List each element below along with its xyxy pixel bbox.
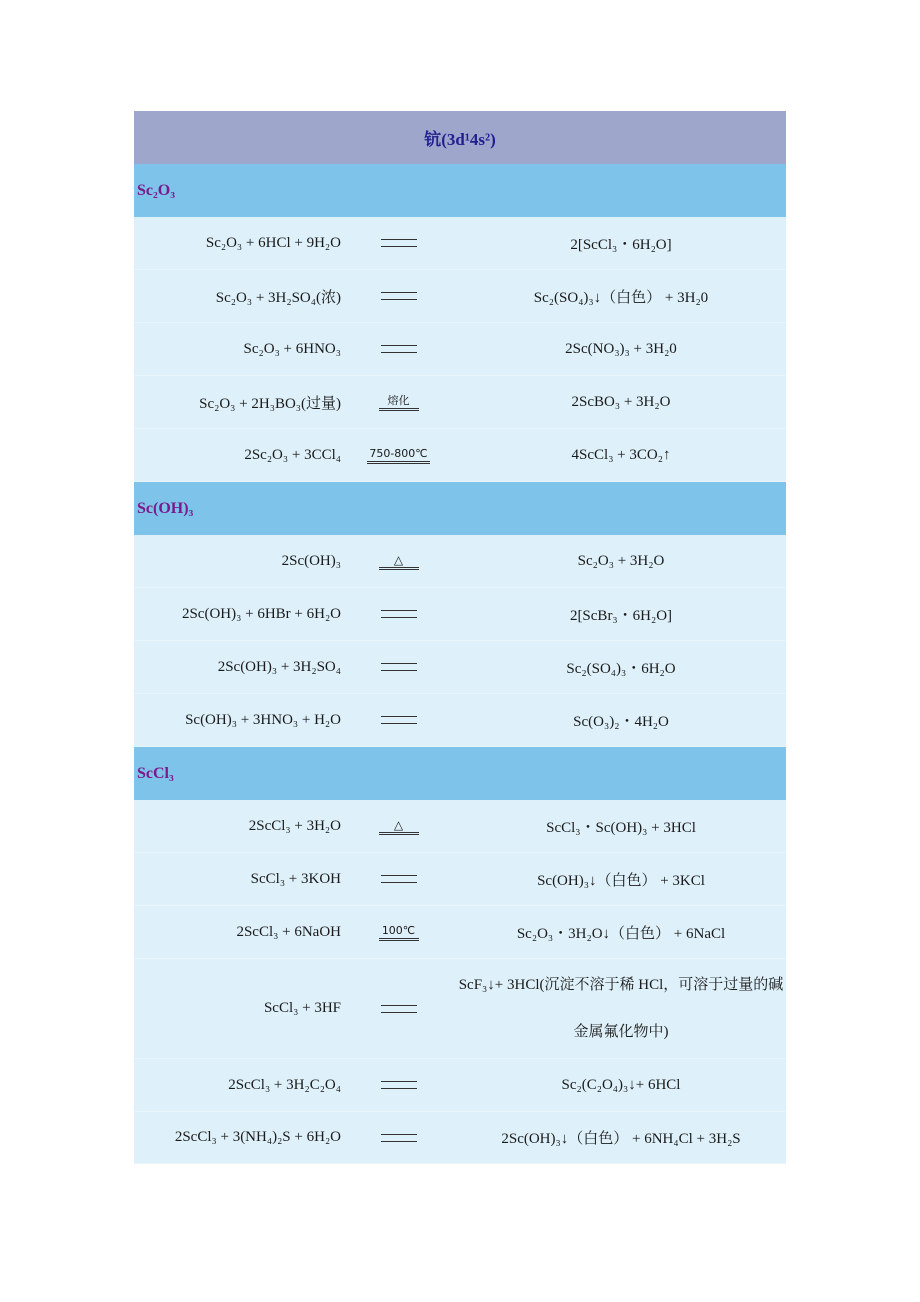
equals-sign [341, 1005, 456, 1013]
products: Sc₂(C₂O₄)₃↓+ 6HCl [561, 1076, 681, 1093]
products: 2[ScBr₃・6H₂O] [569, 607, 673, 624]
reaction-row [134, 588, 786, 641]
reactants: ScCl₃ + 3HF [263, 1000, 341, 1016]
reaction-row [134, 906, 786, 959]
reactants: Sc₂O₃ + 3H₂SO₄(浓) [215, 289, 341, 306]
reaction-row [134, 641, 786, 694]
products: Sc₂O₃ + 3H₂O [577, 552, 665, 569]
equals-sign [341, 1081, 456, 1089]
products: Sc₂(SO₄)₃↓（白色） + 3H₂0 [533, 289, 709, 306]
reaction-condition: 100℃ [379, 924, 419, 941]
reactants: 2Sc(OH)₃ [281, 552, 341, 569]
reactants: 2ScCl₃ + 6NaOH [236, 923, 341, 940]
reaction-row [134, 323, 786, 376]
products: 2Sc(OH)₃↓（白色） + 6NH₄Cl + 3H₂S [501, 1131, 741, 1147]
equals-sign [341, 716, 456, 724]
products: Sc(OH)₃↓（白色） + 3KCl [537, 872, 705, 889]
products: Sc₂(SO₄)₃・6H₂O [566, 660, 676, 677]
reactants: Sc(OH)₃ + 3HNO₃ + H₂O [185, 711, 341, 728]
reactants: 2ScCl₃ + 3(NH₄)₂S + 6H₂O [174, 1129, 341, 1145]
equals-sign [341, 663, 456, 671]
products: Sc(O₃)₂・4H₂O [573, 713, 669, 730]
reaction-table [134, 111, 786, 1164]
heat-symbol: △ [379, 818, 419, 835]
table-title: 钪(3d¹4s²) [134, 111, 786, 164]
section-heading-sccl3: ScCl₃ [134, 747, 786, 800]
equals-sign [341, 875, 456, 883]
products: Sc₂O₃・3H₂O↓（白色） + 6NaCl [516, 925, 726, 942]
reaction-condition: 750-800℃ [367, 447, 429, 464]
reactants: Sc₂O₃ + 6HCl + 9H₂O [205, 234, 341, 251]
products: 2[ScCl₃・6H₂O] [570, 236, 672, 253]
reactants: 2Sc(OH)₃ + 3H₂SO₄ [217, 658, 341, 675]
reaction-row [134, 694, 786, 747]
equals-sign [341, 292, 456, 300]
reactants: 2Sc₂O₃ + 3CCl₄ [244, 446, 341, 463]
reaction-row [134, 217, 786, 270]
reaction-row [134, 535, 786, 588]
products: 2ScBO₃ + 3H₂O [571, 393, 671, 410]
products: ScF₃↓+ 3HCl(沉淀不溶于稀 HCl，可溶于过量的碱金属氟化物中) [458, 976, 784, 1040]
products: ScCl₃・Sc(OH)₃ + 3HCl [546, 819, 696, 836]
reaction-row [134, 270, 786, 323]
reactants: 2Sc(OH)₃ + 6HBr + 6H₂O [181, 605, 341, 622]
reaction-row [134, 959, 786, 1059]
products: 2Sc(NO₃)₃ + 3H₂0 [565, 340, 677, 357]
reaction-row [134, 429, 786, 482]
reaction-row [134, 800, 786, 853]
equals-sign [341, 345, 456, 353]
equals-sign [341, 1134, 456, 1142]
reaction-row [134, 376, 786, 429]
products: 4ScCl₃ + 3CO₂↑ [571, 446, 671, 463]
reaction-row [134, 853, 786, 906]
equals-sign [341, 610, 456, 618]
section-heading-sc2o3: Sc₂O₃ [134, 164, 786, 217]
reaction-row [134, 1112, 786, 1164]
reactants: 2ScCl₃ + 3H₂O [248, 817, 341, 834]
section-heading-scoh3: Sc(OH)₃ [134, 482, 786, 535]
reactants: 2ScCl₃ + 3H₂C₂O₄ [228, 1076, 341, 1093]
reactants: Sc₂O₃ + 2H₃BO₃(过量) [199, 395, 341, 412]
equals-sign [341, 239, 456, 247]
reactants: ScCl₃ + 3KOH [250, 870, 341, 887]
reaction-row [134, 1059, 786, 1112]
reactants: Sc₂O₃ + 6HNO₃ [243, 340, 341, 357]
heat-symbol: △ [379, 553, 419, 570]
reaction-condition: 熔化 [379, 394, 419, 411]
